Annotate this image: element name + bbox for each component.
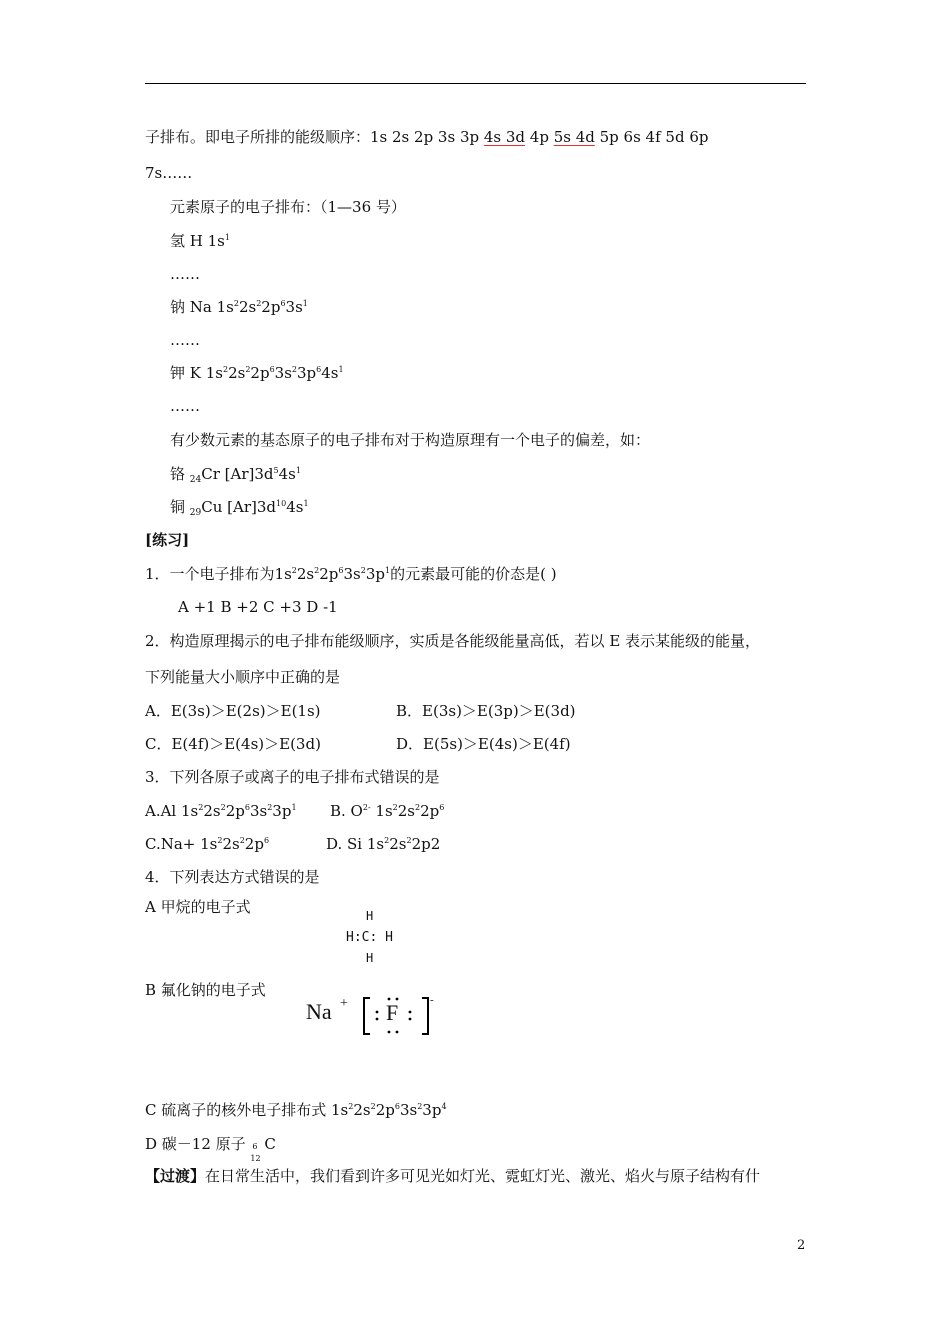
header-rule (145, 83, 806, 84)
methane-middle: H:C: H (346, 930, 393, 945)
question-4-title: 4．下列表达方式错误的是 (145, 868, 320, 886)
question-2-option-d: D．E(5s)＞E(4s)＞E(4f) (396, 735, 571, 753)
question-4-option-b: B 氟化钠的电子式 (145, 981, 266, 999)
transition-paragraph: 【过渡】在日常生活中，我们看到许多可见光如灯光、霓虹灯光、激光、焰火与原子结构有什 (145, 1167, 761, 1185)
naf-f: F (386, 1000, 399, 1025)
question-3-option-b: B. $O^{2-}$ $1s^22s^22p^6$ (330, 802, 445, 820)
question-3-option-a: A.Al $1s^22s^22p^63s^23p^1$ (145, 802, 297, 820)
question-4-option-c: C 硫离子的核外电子排布式 $1s^22s^22p^63s^23p^4$ (145, 1101, 447, 1119)
question-2-option-a: A．E(3s)＞E(2s)＞E(1s) (145, 702, 321, 720)
methane-h-bottom: H (366, 951, 374, 965)
practice-header: [练习] (145, 531, 190, 549)
naf-na: Na (306, 999, 332, 1024)
fluoride-bracket (362, 996, 438, 1038)
ellipsis-3: …… (170, 397, 200, 415)
deviation-intro: 有少数元素的基态原子的电子排布对于构造原理有一个电子的偏差，如： (170, 431, 651, 449)
question-3-title: 3．下列各原子或离子的电子排布式错误的是 (145, 768, 440, 786)
config-na: 钠 Na $1s^22s^22p^63s^1$ (170, 298, 308, 316)
question-1-options: A +1 B +2 C +3 D -1 (178, 598, 338, 616)
question-4-option-d: D 碳－12 原子 6 12 C (145, 1135, 276, 1163)
ellipsis-1: …… (170, 265, 200, 283)
config-cu: 铜 $_{29}$Cu $[Ar]3d^{10}4s^1$ (170, 498, 309, 518)
config-h: 氢 H $1s^1$ (170, 232, 230, 250)
naf-minus: - (430, 994, 434, 1006)
config-title: 元素原子的电子排布：（1—36 号） (170, 198, 406, 216)
question-2-line-1: 2．构造原理揭示的电子排布能级顺序，实质是各能级能量高低，若以 E 表示某能级的能量， (145, 632, 761, 650)
energy-order-line: 子排布。即电子所排的能级顺序：1s 2s 2p 3s 3p 4s 3d 4p 5s 4d 5p 6s 4f 5d 6p (145, 128, 709, 146)
question-3-option-d: D. Si $1s^22s^22p2$ (326, 835, 441, 853)
energy-order-line-2: 7s…… (145, 164, 193, 182)
naf-plus: + (340, 996, 348, 1011)
question-2-option-b: B．E(3s)＞E(3p)＞E(3d) (396, 702, 576, 720)
ellipsis-2: …… (170, 331, 200, 349)
question-1: 1．一个电子排布为$1s^22s^22p^63s^23p^1$的元素最可能的价态是( ) (145, 565, 557, 583)
page-number: 2 (797, 1238, 806, 1253)
methane-h-top: H (366, 909, 374, 923)
question-2-line-2: 下列能量大小顺序中正确的是 (145, 668, 341, 686)
config-k: 钾 K $1s^22s^22p^63s^23p^64s^1$ (170, 364, 344, 382)
question-4-option-a: A 甲烷的电子式 (145, 898, 251, 916)
question-3-option-c: $C.Na+ 1s^22s^22p^6$ (145, 835, 270, 853)
config-cr: 铬 $_{24}$Cr $[Ar]3d^54s^1$ (170, 465, 301, 485)
question-2-option-c: C．E(4f)＞E(4s)＞E(3d) (145, 735, 321, 753)
